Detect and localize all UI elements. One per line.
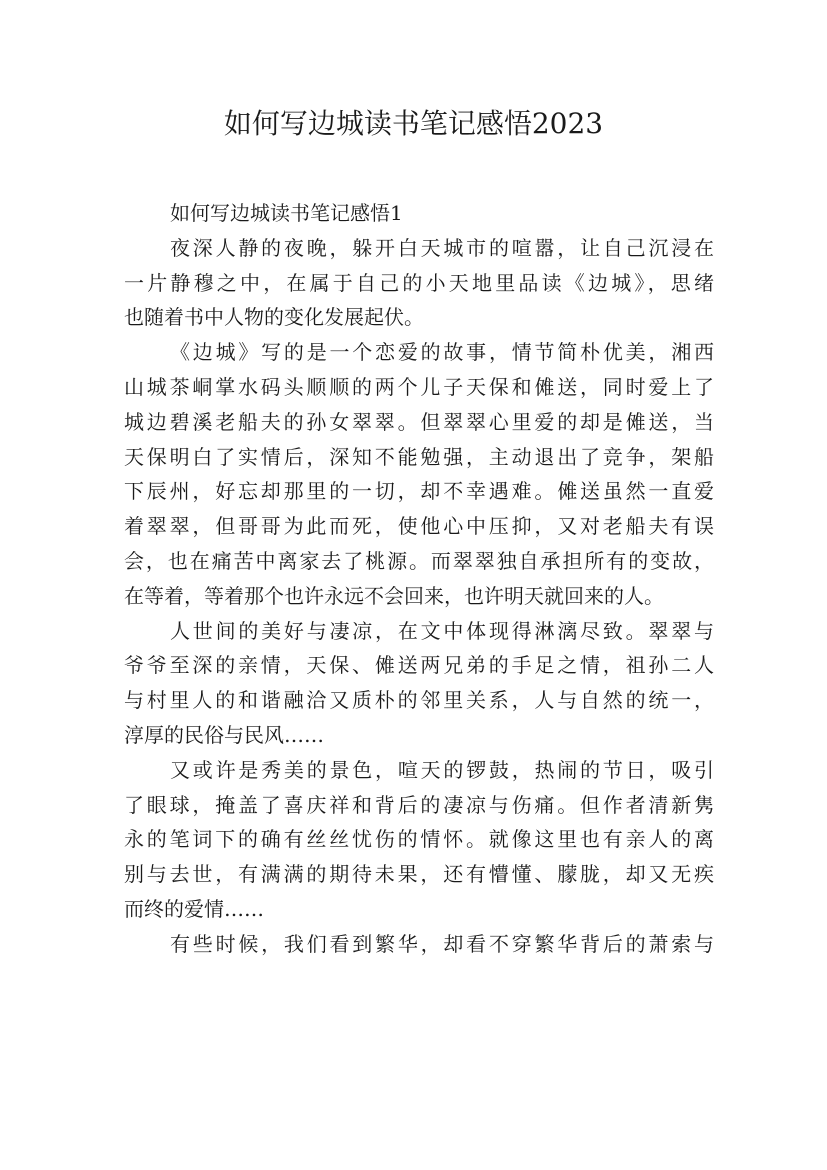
text-line: 《边城》写的是一个恋爱的故事，情节简朴优美，湘西 — [170, 340, 714, 365]
text-line: 爷爷至深的亲情，天保、傩送两兄弟的手足之情，祖孙二人 — [124, 653, 714, 678]
text-line: 别与去世，有满满的期待未果，还有懵懂、朦胧，却又无疾 — [124, 862, 714, 887]
text-line: 了眼球，掩盖了喜庆祥和背后的凄凉与伤痛。但作者清新隽 — [124, 792, 714, 817]
text-line: 与村里人的和谐融洽又质朴的邻里关系，人与自然的统一， — [124, 688, 714, 713]
text-line: 着翠翠，但哥哥为此而死，使他心中压抑，又对老船夫有误 — [124, 514, 714, 539]
text-line: 如何写边城读书笔记感悟1 — [170, 201, 403, 225]
text-line: 有些时候，我们看到繁华，却看不穿繁华背后的萧索与 — [170, 931, 714, 956]
text-line: 而终的爱情…… — [124, 896, 264, 921]
text-line: 淳厚的民俗与民风…… — [124, 722, 324, 747]
document-body — [124, 196, 714, 962]
text-line: 在等着，等着那个也许永远不会回来，也许明天就回来的人。 — [124, 583, 664, 608]
document-title: 如何写边城读书笔记感悟2023 — [223, 107, 604, 140]
text-line: 会，也在痛苦中离家去了桃源。而翠翠独自承担所有的变故， — [124, 548, 714, 573]
text-line: 下辰州，好忘却那里的一切，却不幸遇难。傩送虽然一直爱 — [124, 479, 714, 504]
text-line: 又或许是秀美的景色，喧天的锣鼓，热闹的节日，吸引 — [170, 757, 714, 782]
text-line: 人世间的美好与凄凉，在文中体现得淋漓尽致。翠翠与 — [170, 618, 714, 643]
text-line: 山城茶峒掌水码头顺顺的两个儿子天保和傩送，同时爱上了 — [124, 374, 714, 399]
text-line: 夜深人静的夜晚，躲开白天城市的喧嚣，让自己沉浸在 — [170, 235, 714, 260]
text-line: 天保明白了实情后，深知不能勉强，主动退出了竞争，架船 — [124, 444, 714, 469]
text-line: 城边碧溪老船夫的孙女翠翠。但翠翠心里爱的却是傩送，当 — [124, 409, 714, 434]
text-line: 一片静穆之中，在属于自己的小天地里品读《边城》，思绪 — [124, 270, 714, 295]
text-line: 永的笔词下的确有丝丝忧伤的情怀。就像这里也有亲人的离 — [124, 827, 714, 852]
text-line: 也随着书中人物的变化发展起伏。 — [124, 305, 424, 330]
